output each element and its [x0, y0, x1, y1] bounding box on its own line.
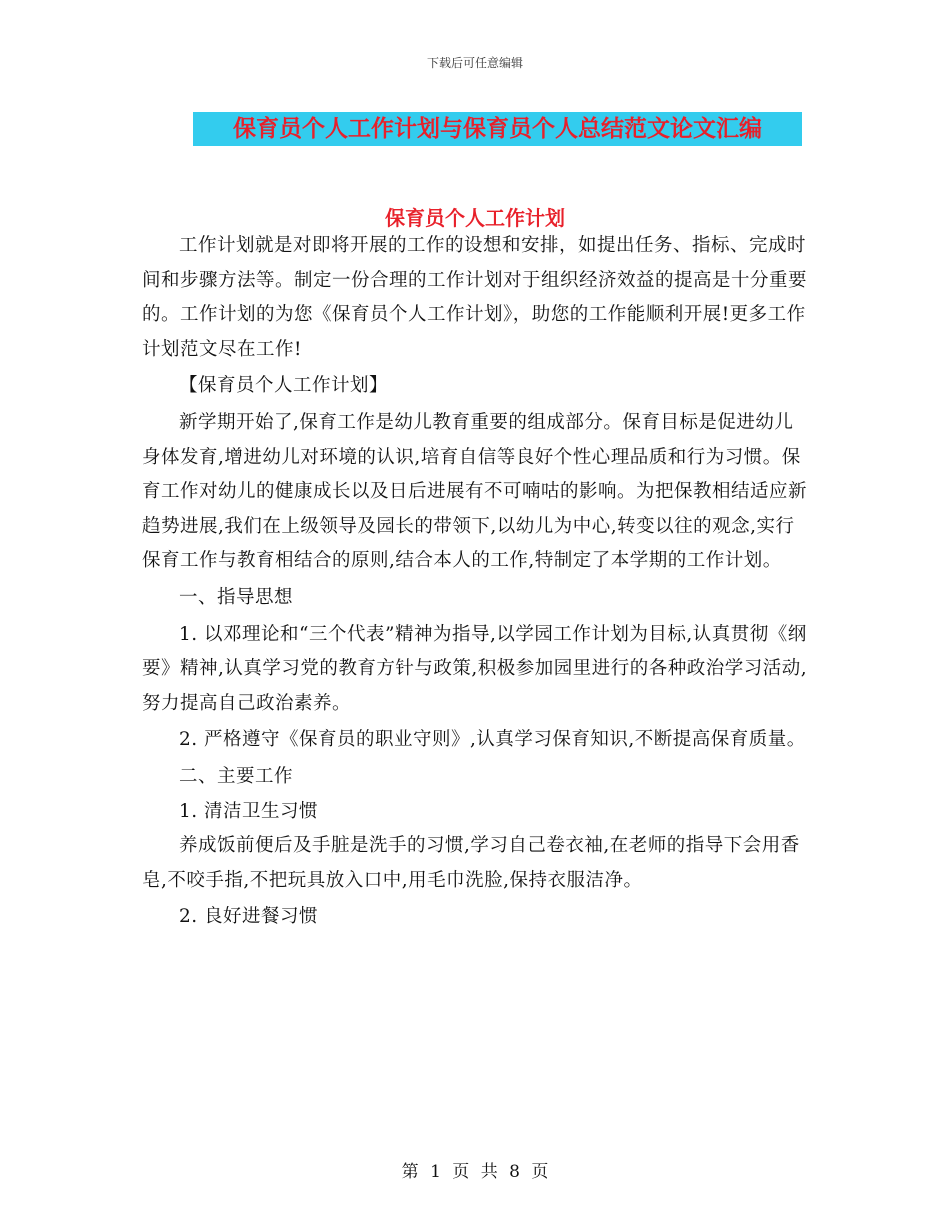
bracket-heading: 【保育员个人工作计划】 — [179, 375, 389, 397]
list-item: 2. 严格遵守《保育员的职业守则》,认真学习保育知识,不断提高保育质量。 — [179, 729, 806, 751]
body-paragraph: 养成饭前便后及手脏是洗手的习惯,学习自己卷衣袖,在老师的指导下会用香皂,不咬手指,不把玩具放入口中,用毛巾洗脸,保持衣服洁净。 — [142, 835, 800, 891]
subheading-eating: 2. 良好进餐习惯 — [179, 906, 319, 928]
document-body — [142, 229, 808, 935]
intro-paragraph: 工作计划就是对即将开展的工作的设想和安排，如提出任务、指标、完成时间和步骤方法等。制定一份合理的工作计划对于组织经济效益的提高是十分重要的。工作计划的为您《保育员个人工作计划》，助您的工作能顺利开展!更多工作计划范文尽在工作! — [142, 235, 808, 360]
heading-guiding-ideology: 一、指导思想 — [179, 586, 294, 608]
list-item: 1. 以邓理论和“三个代表”精神为指导,以学园工作计划为目标,认真贯彻《纲要》精神,认真学习党的教育方针与政策,积极参加园里进行的各种政治学习活动,努力提高自己政治素养。 — [142, 623, 808, 714]
document-main-title: 保育员个人工作计划与保育员个人总结范文论文汇编 — [193, 112, 802, 146]
header-note: 下载后可任意编辑 — [426, 56, 523, 70]
subheading-hygiene: 1. 清洁卫生习惯 — [179, 800, 319, 822]
heading-main-work: 二、主要工作 — [179, 765, 294, 787]
section-title: 保育员个人工作计划 — [385, 206, 565, 230]
body-paragraph: 新学期开始了,保育工作是幼儿教育重要的组成部分。保育目标是促进幼儿身体发育,增进幼儿对环境的认识,培育自信等良好个性心理品质和行为习惯。保育工作对幼儿的健康成长以及日后进展有不可喃咕的影响。为把保教相结适应新趋势进展,我们在上级领导及园长的带领下,以幼儿为中心,转变以往的观念,实行保育工作与教育相结合的原则,结合本人的工作,特制定了本学期的工作计划。 — [142, 411, 808, 572]
page-number: 第 1 页 共 8 页 — [401, 1162, 549, 1182]
